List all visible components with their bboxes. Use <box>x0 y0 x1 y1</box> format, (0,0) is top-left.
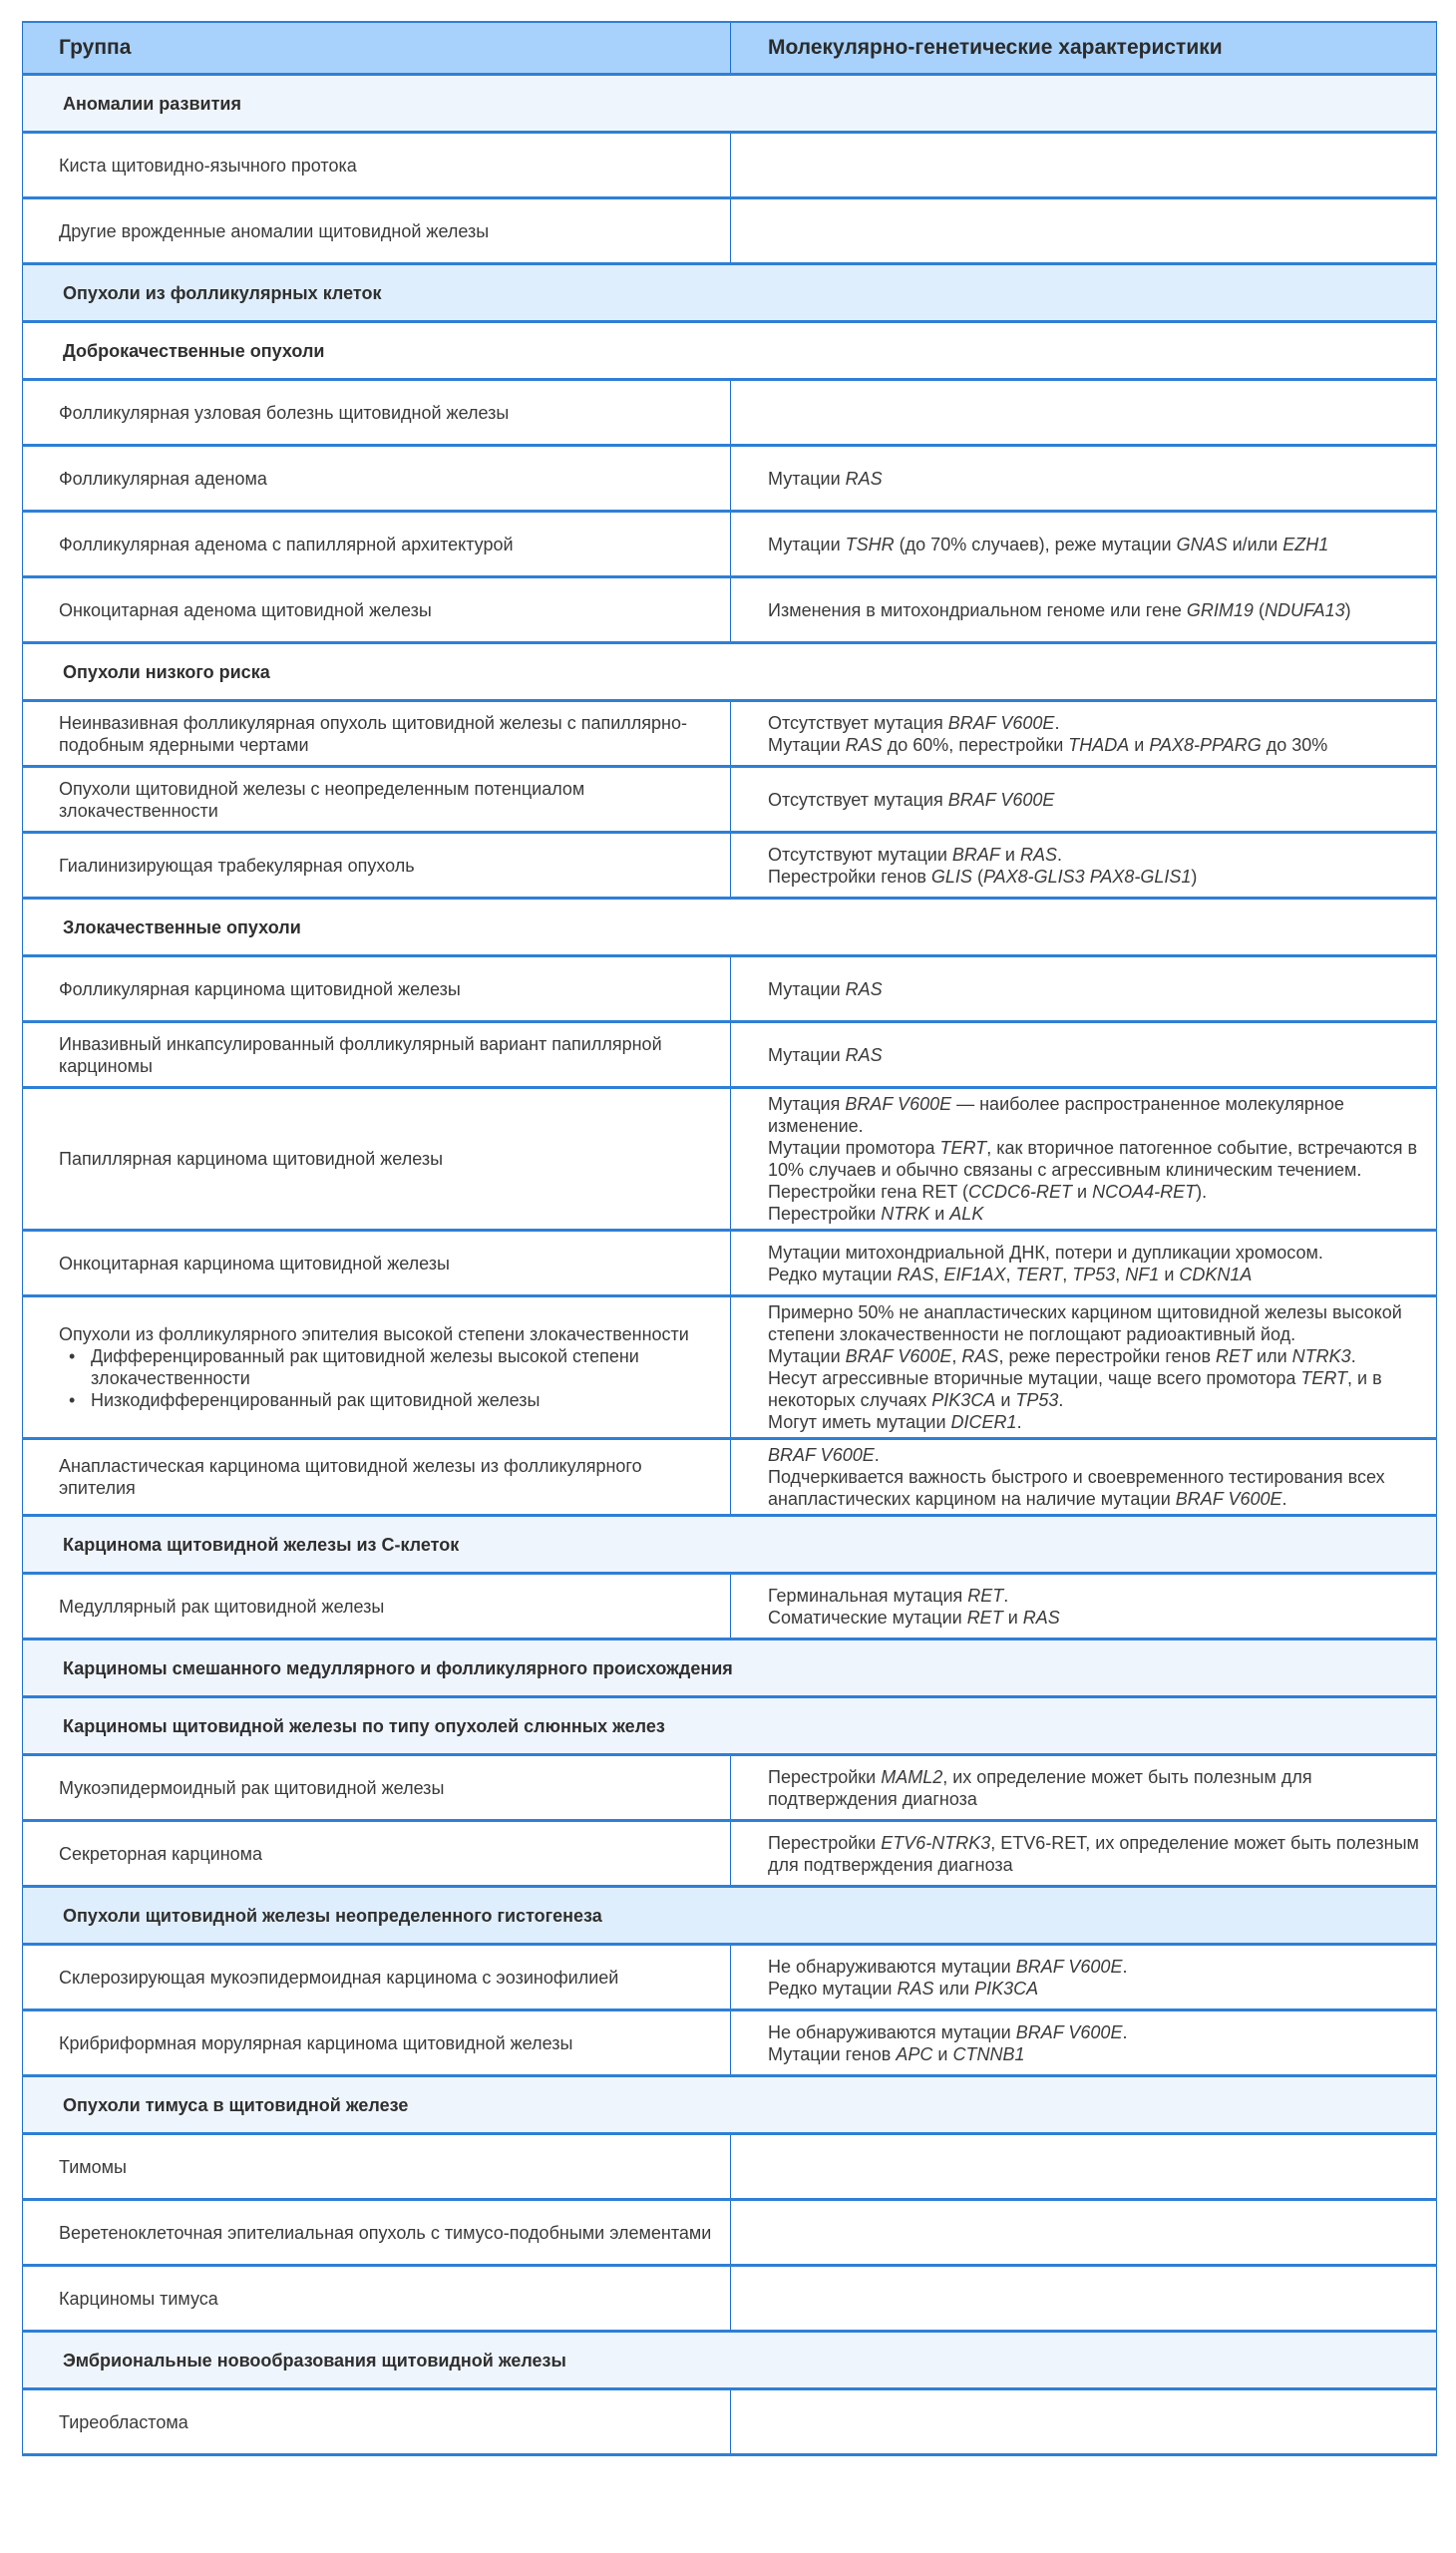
molecular-cell <box>731 198 1437 264</box>
section-row <box>23 899 1437 956</box>
section-row <box>23 75 1437 133</box>
section-label: Эмбриональные новообразования щитовидной железы <box>23 2332 1437 2389</box>
molecular-cell <box>731 701 1437 767</box>
section-label: Опухоли низкого риска <box>23 643 1437 701</box>
molecular-line: Герминальная мутация RET. <box>768 1585 1009 1606</box>
molecular-cell <box>731 1022 1437 1088</box>
table-body <box>23 75 1437 2455</box>
table-row <box>23 1945 1437 2010</box>
group-name: Онкоцитарная аденома щитовидной железы <box>59 599 432 620</box>
molecular-line: Отсутствуют мутации BRAF и RAS. <box>768 844 1063 865</box>
molecular-line: Редко мутации RAS, EIF1AX, TERT, TP53, NF1 и CDKN1A <box>768 1264 1253 1284</box>
section-label: Опухоли тимуса в щитовидной железе <box>23 2076 1437 2134</box>
molecular-cell <box>731 512 1437 577</box>
group-name: Онкоцитарная карцинома щитовидной железы <box>59 1253 450 1274</box>
section-row <box>23 1516 1437 1574</box>
group-name: Веретеноклеточная эпителиальная опухоль с тимусо-подобными элементами <box>59 2222 712 2243</box>
section-label: Карцинома щитовидной железы из С-клеток <box>23 1516 1437 1574</box>
molecular-line: Отсутствует мутация BRAF V600E <box>768 789 1055 810</box>
section-row <box>23 643 1437 701</box>
table-header-row <box>23 22 1437 75</box>
molecular-line: Перестройки NTRK и ALK <box>768 1204 984 1224</box>
group-cell <box>23 1088 731 1231</box>
group-cell <box>23 2134 731 2200</box>
molecular-cell <box>731 1088 1437 1231</box>
molecular-line: Подчеркивается важность быстрого и своевременного тестирования всех анапластических карцином на наличие мутации BRAF V600E. <box>768 1467 1385 1509</box>
molecular-line: Мутации митохондриальной ДНК, потери и дупликации хромосом. <box>768 1242 1323 1263</box>
group-cell <box>23 1755 731 1821</box>
classification-table-container <box>22 21 1436 2456</box>
group-name: Инвазивный инкапсулированный фолликулярный вариант папиллярной карциномы <box>59 1033 662 1076</box>
group-cell <box>23 956 731 1022</box>
table-row <box>23 1231 1437 1296</box>
molecular-line: Отсутствует мутация BRAF V600E. <box>768 712 1060 733</box>
molecular-line: Перестройки генов GLIS (PAX8-GLIS3 PAX8-GLIS1) <box>768 866 1198 887</box>
table-row <box>23 1821 1437 1887</box>
group-name: Неинвазивная фолликулярная опухоль щитовидной железы с папиллярно-подобным ядерными чертами <box>59 712 687 755</box>
group-name: Мукоэпидермоидный рак щитовидной железы <box>59 1777 445 1798</box>
group-cell <box>23 2389 731 2455</box>
group-name: Тимомы <box>59 2156 127 2177</box>
group-name: Фолликулярная аденома <box>59 468 267 489</box>
group-cell <box>23 198 731 264</box>
table-row <box>23 380 1437 446</box>
group-cell <box>23 446 731 512</box>
molecular-line: Перестройки ETV6-NTRK3, ETV6-RET, их определение может быть полезным для подтверждения диагноза <box>768 1832 1419 1875</box>
group-cell <box>23 1296 731 1439</box>
molecular-line: Не обнаруживаются мутации BRAF V600E. <box>768 1956 1128 1977</box>
molecular-cell <box>731 1574 1437 1640</box>
molecular-line: Соматические мутации RET и RAS <box>768 1607 1060 1628</box>
molecular-line: Примерно 50% не анапластических карцином щитовидной железы высокой степени злокачественности не поглощают радиоактивный йод. <box>768 1302 1402 1344</box>
molecular-line: Мутации BRAF V600E, RAS, реже перестройки генов RET или NTRK3. <box>768 1346 1356 1366</box>
group-name: Склерозирующая мукоэпидермоидная карцинома с эозинофилией <box>59 1967 619 1988</box>
group-name: Карциномы тимуса <box>59 2288 218 2309</box>
group-cell <box>23 1022 731 1088</box>
group-name: Гиалинизирующая трабекулярная опухоль <box>59 855 415 876</box>
subtype-list <box>59 1345 716 1411</box>
molecular-cell <box>731 380 1437 446</box>
molecular-line: Мутации TSHR (до 70% случаев), реже мутации GNAS и/или EZH1 <box>768 534 1329 554</box>
group-name: Папиллярная карцинома щитовидной железы <box>59 1149 444 1169</box>
section-row <box>23 1697 1437 1755</box>
table-row <box>23 198 1437 264</box>
molecular-cell <box>731 446 1437 512</box>
section-label: Опухоли щитовидной железы неопределенного гистогенеза <box>23 1887 1437 1945</box>
group-name: Тиреобластома <box>59 2411 188 2432</box>
table-row <box>23 133 1437 198</box>
group-cell <box>23 512 731 577</box>
section-row <box>23 2076 1437 2134</box>
molecular-cell <box>731 833 1437 899</box>
group-name: Медуллярный рак щитовидной железы <box>59 1596 385 1617</box>
molecular-cell <box>731 2010 1437 2076</box>
section-label: Опухоли из фолликулярных клеток <box>23 264 1437 322</box>
subtype-item: • Низкодифференцированный рак щитовидной железы <box>91 1389 716 1411</box>
group-cell <box>23 380 731 446</box>
molecular-cell <box>731 956 1437 1022</box>
group-name: Секреторная карцинома <box>59 1843 263 1864</box>
table-row <box>23 1574 1437 1640</box>
group-name: Другие врожденные аномалии щитовидной железы <box>59 220 490 241</box>
molecular-cell <box>731 1945 1437 2010</box>
molecular-line: BRAF V600E. <box>768 1445 880 1465</box>
table-row <box>23 701 1437 767</box>
table-row <box>23 833 1437 899</box>
table-row <box>23 512 1437 577</box>
molecular-cell <box>731 1231 1437 1296</box>
group-cell <box>23 2200 731 2266</box>
section-row <box>23 2332 1437 2389</box>
group-cell <box>23 701 731 767</box>
group-cell <box>23 1439 731 1516</box>
section-row <box>23 322 1437 380</box>
molecular-cell <box>731 1821 1437 1887</box>
molecular-cell <box>731 2134 1437 2200</box>
molecular-line: Редко мутации RAS или PIK3CA <box>768 1978 1039 1999</box>
molecular-line: Мутации генов APC и CTNNB1 <box>768 2043 1025 2064</box>
group-cell <box>23 2010 731 2076</box>
group-name: Киста щитовидно-язычного протока <box>59 155 357 176</box>
molecular-line: Мутации RAS <box>768 468 883 489</box>
table-row <box>23 1755 1437 1821</box>
group-cell <box>23 1945 731 2010</box>
molecular-cell <box>731 1296 1437 1439</box>
molecular-line: Мутации RAS <box>768 978 883 999</box>
group-name: Анапластическая карцинома щитовидной железы из фолликулярного эпителия <box>59 1456 642 1498</box>
table-row <box>23 2266 1437 2332</box>
section-label: Доброкачественные опухоли <box>23 322 1437 380</box>
group-cell <box>23 133 731 198</box>
header-group: Группа <box>23 22 731 75</box>
molecular-cell <box>731 2266 1437 2332</box>
group-cell <box>23 577 731 643</box>
table-row <box>23 577 1437 643</box>
molecular-cell <box>731 767 1437 833</box>
table-row <box>23 2010 1437 2076</box>
molecular-line: Не обнаруживаются мутации BRAF V600E. <box>768 2021 1128 2042</box>
molecular-cell <box>731 1439 1437 1516</box>
section-row <box>23 264 1437 322</box>
section-label: Карциномы щитовидной железы по типу опухолей слюнных желез <box>23 1697 1437 1755</box>
molecular-cell <box>731 1755 1437 1821</box>
table-row <box>23 1296 1437 1439</box>
subtype-item: • Дифференцированный рак щитовидной железы высокой степени злокачественности <box>91 1345 716 1389</box>
group-cell <box>23 1231 731 1296</box>
table-row <box>23 2134 1437 2200</box>
group-cell <box>23 767 731 833</box>
molecular-cell <box>731 133 1437 198</box>
group-name: Опухоли щитовидной железы с неопределенным потенциалом злокачественности <box>59 778 585 821</box>
table-row <box>23 1088 1437 1231</box>
table-row <box>23 956 1437 1022</box>
table-row <box>23 2200 1437 2266</box>
group-name: Фолликулярная карцинома щитовидной железы <box>59 978 461 999</box>
molecular-line: Несут агрессивные вторичные мутации, чаще всего промотора TERT, и в некоторых случаях PIK3CA и TP53. <box>768 1368 1382 1410</box>
molecular-line: Мутации RAS <box>768 1044 883 1065</box>
section-label: Злокачественные опухоли <box>23 899 1437 956</box>
molecular-cell <box>731 2200 1437 2266</box>
table-row <box>23 446 1437 512</box>
molecular-line: Изменения в митохондриальном геноме или гене GRIM19 (NDUFA13) <box>768 599 1351 620</box>
group-cell <box>23 1821 731 1887</box>
molecular-line: Мутации RAS до 60%, перестройки THADA и PAX8-PPARG до 30% <box>768 734 1328 755</box>
thyroid-tumor-classification-table <box>22 21 1437 2456</box>
group-name: Фолликулярная аденома с папиллярной архитектурой <box>59 534 514 554</box>
table-row <box>23 1439 1437 1516</box>
molecular-line: Перестройки гена RET (CCDC6-RET и NCOA4-RET). <box>768 1182 1208 1202</box>
group-cell <box>23 833 731 899</box>
section-label: Карциномы смешанного медуллярного и фолликулярного происхождения <box>23 1640 1437 1697</box>
group-name: Фолликулярная узловая болезнь щитовидной железы <box>59 402 510 423</box>
group-name: Крибриформная морулярная карцинома щитовидной железы <box>59 2032 573 2053</box>
table-row <box>23 767 1437 833</box>
table-row <box>23 1022 1437 1088</box>
group-cell <box>23 2266 731 2332</box>
section-row <box>23 1887 1437 1945</box>
section-row <box>23 1640 1437 1697</box>
table-row <box>23 2389 1437 2455</box>
molecular-cell <box>731 2389 1437 2455</box>
molecular-line: Мутации промотора TERT, как вторичное патогенное событие, встречаются в 10% случаев и обычно связаны с агрессивным клиническим течением. <box>768 1138 1418 1180</box>
molecular-line: Могут иметь мутации DICER1. <box>768 1412 1022 1432</box>
group-cell <box>23 1574 731 1640</box>
molecular-line: Перестройки MAML2, их определение может быть полезным для подтверждения диагноза <box>768 1766 1312 1809</box>
section-label: Аномалии развития <box>23 75 1437 133</box>
header-molecular: Молекулярно-генетические характеристики <box>731 22 1437 75</box>
molecular-cell <box>731 577 1437 643</box>
molecular-line: Мутация BRAF V600E — наиболее распространенное молекулярное изменение. <box>768 1094 1344 1136</box>
group-name: Опухоли из фолликулярного эпителия высокой степени злокачественности <box>59 1324 689 1344</box>
